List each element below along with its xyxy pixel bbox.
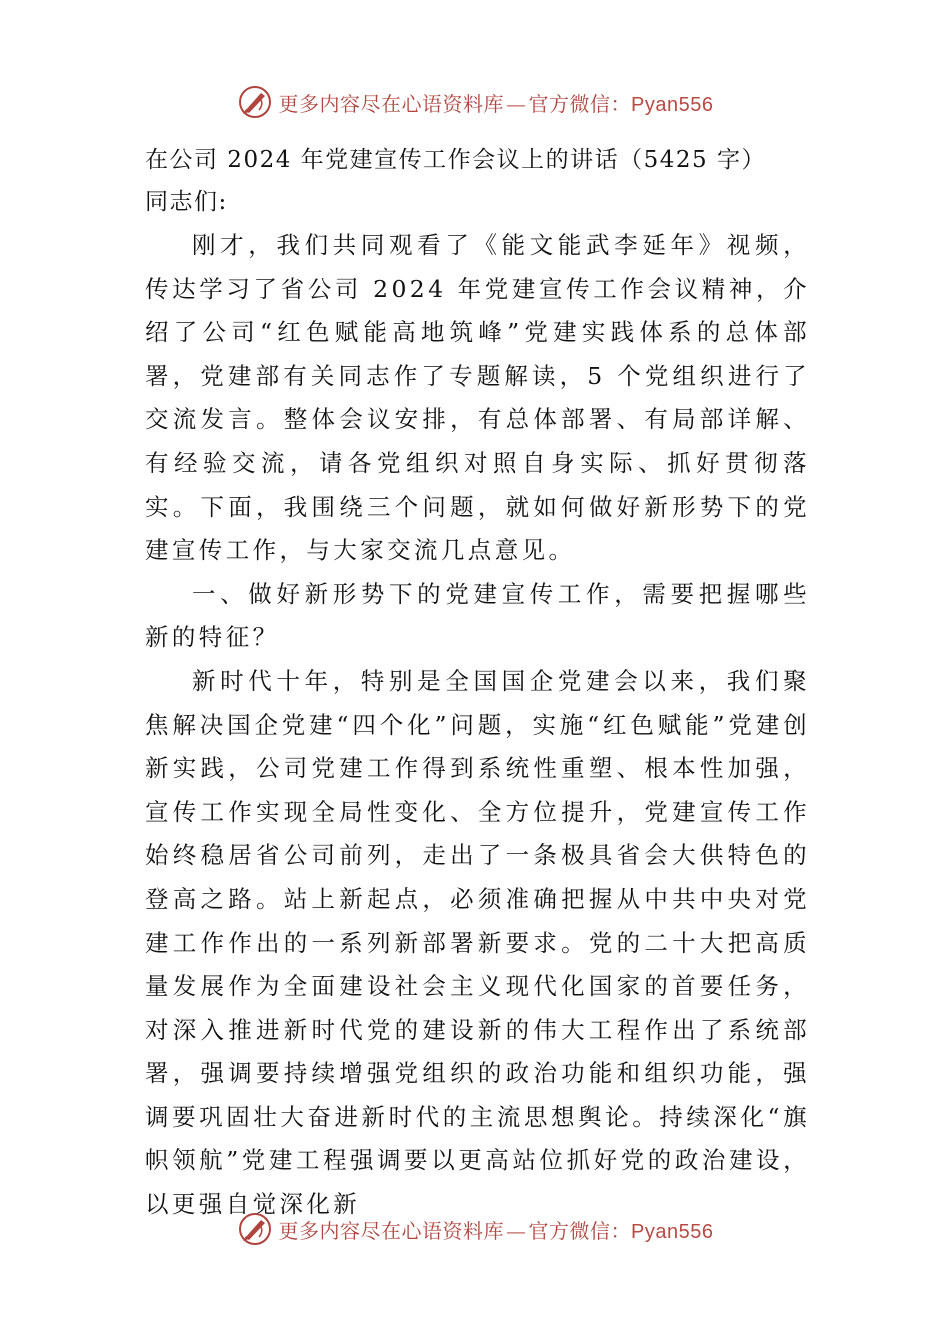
watermark-text xyxy=(279,88,714,117)
watermark-slogan: 更多内容尽在心语资料库 xyxy=(278,91,505,116)
header-watermark xyxy=(0,82,950,122)
watermark-separator: — xyxy=(506,1218,527,1243)
document-title: 在公司 2024 年党建宣传工作会议上的讲话（5425 字） xyxy=(145,147,766,173)
paragraph: 刚才，我们共同观看了《能文能武李延年》视频，传达学习了省公司 2024 年党建宣传工作会议精神，介绍了公司“红色赋能高地筑峰”党建实践体系的总体部署，党建部有关同志作了专题解读，5 个党组织进行了交流发言。整体会议安排，有总体部署、有局部详解、有经验交流，请各党组织对照自身实际、抓好贯彻落实。下面，我围绕三个问题，就如何做好新形势下的党建宣传工作，与大家交流几点意见。 xyxy=(145,231,810,565)
watermark-official: 官方微信： xyxy=(528,91,632,116)
footer-watermark xyxy=(0,1209,950,1249)
watermark-text xyxy=(279,1215,714,1244)
section-heading: 一、做好新形势下的党建宣传工作，需要把握哪些新的特征？ xyxy=(145,579,810,652)
watermark-wechat-id: Pyan556 xyxy=(631,1220,714,1243)
fountain-pen-logo-icon xyxy=(237,1211,273,1247)
watermark-wechat-id: Pyan556 xyxy=(631,93,714,116)
watermark-separator: — xyxy=(506,91,527,116)
paragraph: 新时代十年，特别是全国国企党建会以来，我们聚焦解决国企党建“四个化”问题，实施“红色赋能”党建创新实践，公司党建工作得到系统性重塑、根本性加强，宣传工作实现全局性变化、全方位提升，党建宣传工作始终稳居省公司前列，走出了一条极具省会大供特色的登高之路。站上新起点，必须准确把握从中共中央对党建工作作出的一系列新部署新要求。党的二十大把高质量发展作为全面建设社会主义现代化国家的首要任务，对深入推进新时代党的建设新的伟大工程作出了系统部署，强调要持续增强党组织的政治功能和组织功能，强调要巩固壮大奋进新时代的主流思想舆论。持续深化“旗帜领航”党建工程强调要以更高站位抓好党的政治建设，以更强自觉深化新 xyxy=(145,666,810,1219)
fountain-pen-logo-icon xyxy=(237,84,273,120)
watermark-official: 官方微信： xyxy=(528,1218,632,1243)
document-body xyxy=(145,140,810,1227)
watermark-slogan: 更多内容尽在心语资料库 xyxy=(278,1218,505,1243)
salutation: 同志们: xyxy=(145,189,228,215)
